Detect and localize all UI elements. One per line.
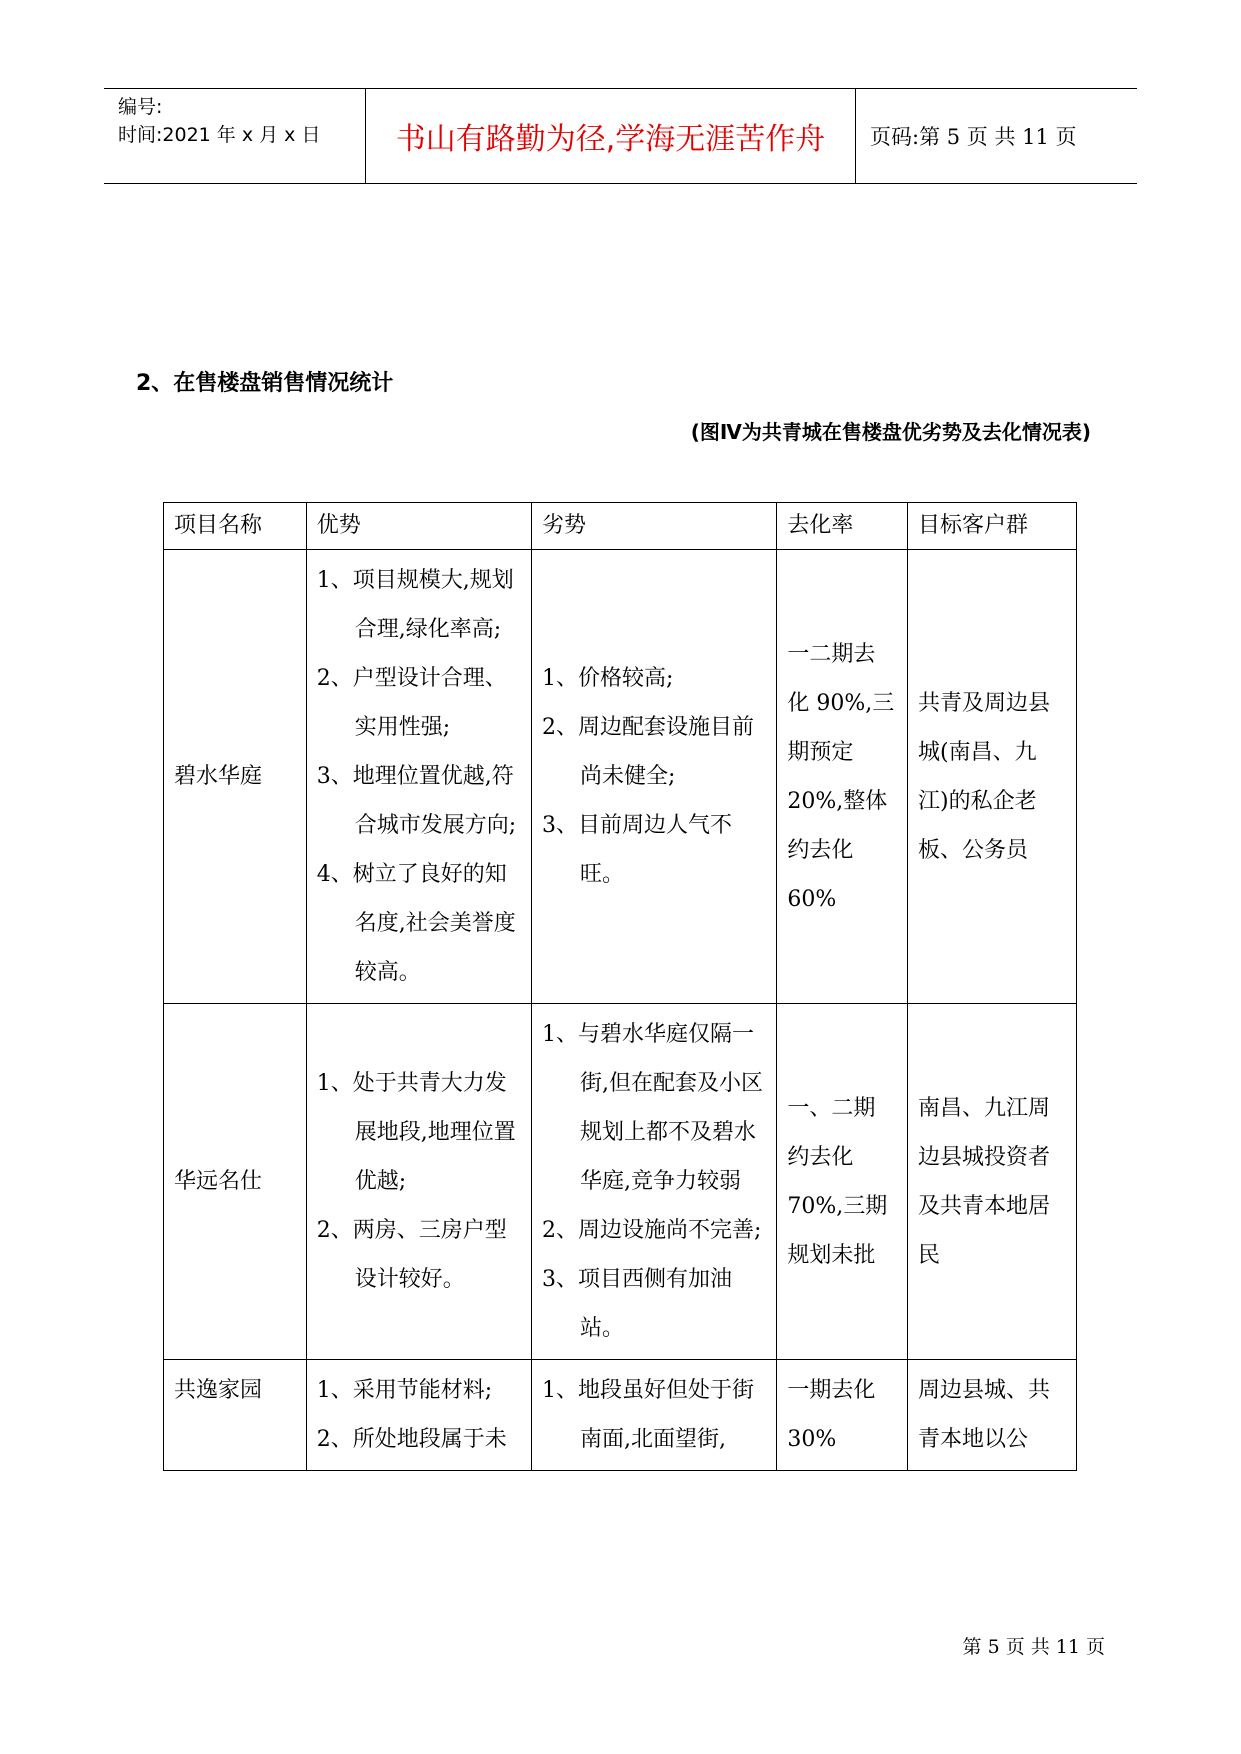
header-cell-weaknesses: 劣势 [532,503,777,550]
sales-table [163,502,1077,1471]
table-row [164,550,1077,1004]
project-name: 共逸家园 [164,1360,307,1471]
target-cell: 南昌、九江周边县城投资者及共青本地居民 [908,1004,1077,1360]
list-item: 2、两房、三房户型设计较好。 [316,1218,507,1292]
table-header-row [164,503,1077,550]
project-name: 华远名仕 [164,1004,307,1360]
page-header [104,88,1137,184]
page-footer: 第 5 页 共 11 页 [962,1636,1105,1658]
project-name: 碧水华庭 [164,550,307,1004]
list-item: 3、目前周边人气不旺。 [542,813,732,887]
list-item: 1、与碧水华庭仅隔一街,但在配套及小区规划上都不及碧水华庭,竞争力较弱 [542,1022,763,1194]
weaknesses-cell [532,1360,777,1471]
document-number-label: 编号: [118,96,163,118]
weaknesses-cell [532,1004,777,1360]
list-item: 1、价格较高; [542,666,674,691]
list-item: 1、地段虽好但处于街南面,北面望街, [542,1378,754,1452]
list-item: 3、地理位置优越,符合城市发展方向; [316,764,517,838]
table-row [164,1360,1077,1471]
list-item: 2、周边配套设施目前尚未健全; [542,715,754,789]
table-caption: (图Ⅳ为共青城在售楼盘优劣势及去化情况表) [690,420,1091,444]
header-cell-target: 目标客户群 [908,503,1077,550]
list-item: 2、周边设施尚不完善; [542,1218,762,1243]
document-time-label: 时间:2021 年 x 月 x 日 [118,124,321,146]
list-item: 1、处于共青大力发展地段,地理位置优越; [316,1071,516,1194]
strengths-cell [306,1360,531,1471]
sales-rate-cell: 一二期去化 90%,三期预定 20%,整体约去化 60% [777,550,908,1004]
table-row [164,1004,1077,1360]
header-page-label: 页码:第 5 页 共 11 页 [870,125,1077,149]
list-item: 3、项目西侧有加油站。 [542,1267,732,1341]
target-cell: 周边县城、共青本地以公 [908,1360,1077,1471]
header-cell-strengths: 优势 [306,503,531,550]
header-cell-name: 项目名称 [164,503,307,550]
list-item: 2、户型设计合理、实用性强; [316,666,507,740]
header-cell-sales-rate: 去化率 [777,503,908,550]
strengths-cell [306,1004,531,1360]
list-item: 1、项目规模大,规划合理,绿化率高; [316,568,514,642]
header-motto: 书山有路勤为径,学海无涯苦作舟 [366,89,856,183]
sales-rate-cell: 一期去化 30% [777,1360,908,1471]
sales-rate-cell: 一、二期约去化 70%,三期规划未批 [777,1004,908,1360]
target-cell: 共青及周边县城(南昌、九江)的私企老板、公务员 [908,550,1077,1004]
list-item: 4、树立了良好的知名度,社会美誉度较高。 [316,862,516,985]
list-item: 2、所处地段属于未 [316,1427,507,1452]
header-meta [104,89,366,183]
section-title: 2、在售楼盘销售情况统计 [136,371,394,396]
list-item: 1、采用节能材料; [316,1378,493,1403]
strengths-cell [306,550,531,1004]
weaknesses-cell [532,550,777,1004]
